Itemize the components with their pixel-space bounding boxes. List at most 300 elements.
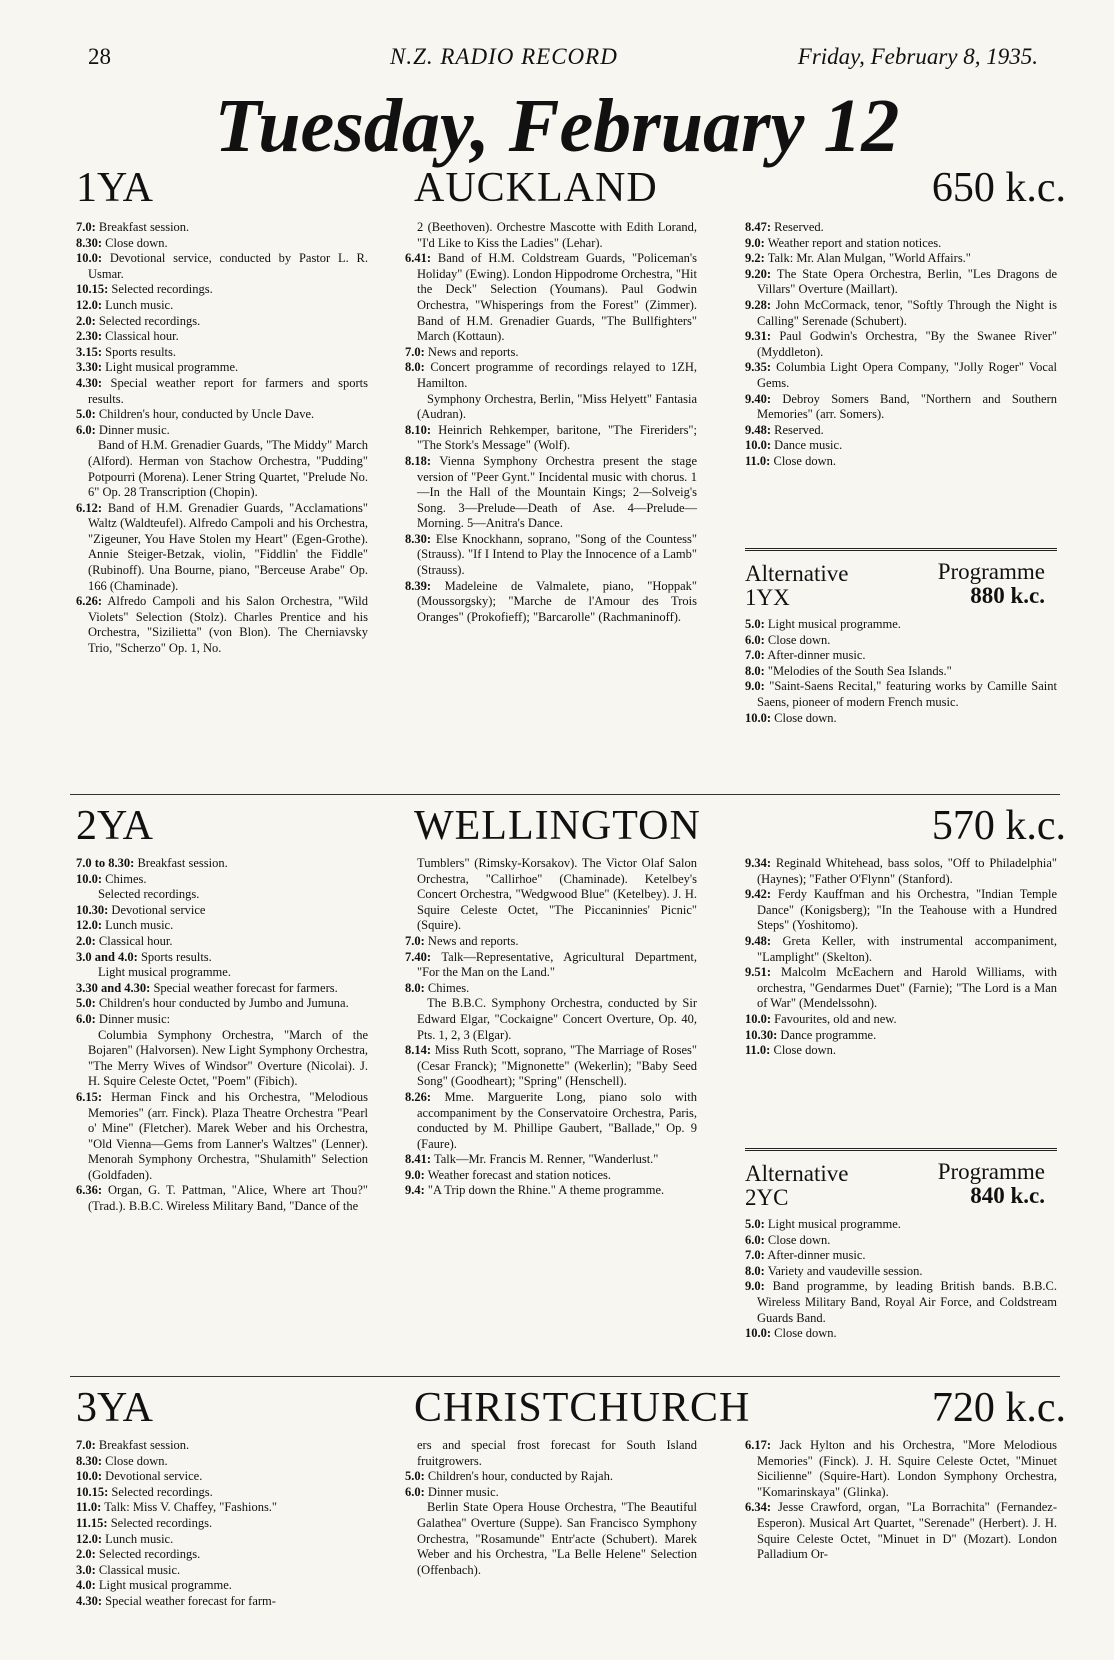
alt-title-right: Programme — [937, 1159, 1045, 1184]
station-frequency: 720 k.c. — [931, 1385, 1066, 1431]
entry-time: 7.0: — [405, 933, 425, 948]
programme-entry — [76, 856, 368, 872]
entry-text: Light musical programme. — [105, 360, 239, 375]
programme-entry — [745, 679, 1057, 710]
entry-text: Devotional service. — [105, 1469, 203, 1484]
programme-entry — [405, 1090, 697, 1152]
programme-column — [405, 220, 697, 625]
entry-time: 7.0 to 8.30: — [76, 856, 135, 870]
entry-text: "A Trip down the Rhine." A theme programme. — [427, 1183, 665, 1198]
programme-entry — [405, 1469, 697, 1485]
programme-entry — [76, 501, 368, 595]
entry-time: 9.0: — [405, 1167, 425, 1182]
entry-text: Concert programme of recordings relayed to 1ZH, Hamilton. — [417, 360, 698, 390]
entry-time: 11.0: — [745, 1043, 771, 1058]
entry-text: Children's hour, conducted by Uncle Dave. — [98, 407, 315, 422]
programme-column — [76, 1438, 368, 1610]
entry-time: 6.0: — [76, 1011, 96, 1026]
entry-text: Special weather forecast for farmers. — [153, 980, 338, 995]
entry-time: 10.0: — [745, 438, 772, 453]
entry-text: 2 (Beethoven). Orchestre Mascotte with Edith Lorand, "I'd Like to Kiss the Ladies" (Lehar). — [417, 220, 697, 250]
programme-entry — [76, 1454, 368, 1470]
programme-entry — [76, 594, 368, 656]
programme-entry — [745, 1012, 1057, 1028]
entry-text: After-dinner music. — [767, 648, 866, 663]
alt-frequency: 880 k.c. — [970, 583, 1045, 608]
programme-entry — [745, 965, 1057, 1012]
programme-entry — [745, 934, 1057, 965]
programme-entry — [76, 236, 368, 252]
entry-time: 6.12: — [76, 500, 103, 515]
entry-text: Children's hour, conducted by Rajah. — [427, 1469, 613, 1484]
programme-entry — [745, 423, 1057, 439]
programme-entry — [76, 996, 368, 1012]
entry-time: 6.0: — [405, 1484, 425, 1499]
running-header — [60, 44, 1074, 74]
entry-text: Alfredo Campoli and his Salon Orchestra, "Wild Violets" Selection (Stolz). Charles Prentice and his Orchestra, "Sizilietta" (von Blon). The Cherniavsky Trio, "Scherzo" Op. 1, No. — [88, 594, 369, 656]
entry-text: Children's hour conducted by Jumbo and Jumuna. — [98, 996, 349, 1011]
entry-time: 8.18: — [405, 453, 432, 468]
entry-text: Selected recordings. — [98, 313, 201, 328]
programme-entry — [745, 1279, 1057, 1326]
station-call: 2YA — [76, 803, 154, 849]
programme-entry — [76, 903, 368, 919]
programme-entry — [405, 423, 697, 454]
entry-text: Sports results. — [105, 344, 177, 359]
programme-entry — [76, 220, 368, 236]
station-heading-1ya — [76, 166, 1066, 210]
entry-time: 9.0: — [745, 1279, 765, 1294]
programme-entry — [745, 438, 1057, 454]
programme-entry — [76, 934, 368, 950]
entry-text: ers and special frost forecast for South Island fruitgrowers. — [417, 1438, 697, 1468]
programme-entry — [405, 1183, 697, 1199]
day-title: Tuesday, February 12 — [214, 84, 900, 168]
entry-time: 6.0: — [745, 632, 765, 647]
programme-entry — [76, 1532, 368, 1548]
programme-entry — [745, 856, 1057, 887]
entry-text: Dinner music: — [98, 1011, 171, 1026]
programme-entry — [76, 1485, 368, 1501]
entry-text: Classical music. — [98, 1562, 181, 1577]
entry-text: Band of H.M. Grenadier Guards, "The Middy" March (Alford). Herman von Stachow Orchestra, "Pudding" Potpourri (Morena). Lener String Quartet, "Prelude No. 6" Op. 28 Transcription (Chopin). — [88, 438, 368, 500]
programme-entry — [405, 1043, 697, 1090]
entry-text: Selected recordings. — [98, 1547, 201, 1562]
programme-entry — [76, 918, 368, 934]
programme-entry — [745, 1233, 1057, 1249]
station-heading-3ya — [76, 1386, 1066, 1430]
entry-time: 8.0: — [405, 980, 425, 995]
entry-text: John McCormack, tenor, "Softly Through the Night is Calling" Serenade (Schubert). — [757, 297, 1057, 328]
entry-text: Breakfast session. — [98, 220, 190, 234]
entry-time: 4.30: — [76, 1593, 103, 1608]
programme-entry — [745, 1217, 1057, 1233]
entry-text: Chimes. — [105, 871, 147, 886]
entry-text: Dance music. — [774, 438, 843, 453]
entry-time: 6.26: — [76, 594, 103, 609]
entry-time: 10.0: — [745, 1326, 772, 1341]
programme-entry — [745, 329, 1057, 360]
programme-entry — [745, 1028, 1057, 1044]
entry-text: Reserved. — [774, 422, 824, 437]
entry-text: Special weather forecast for farm- — [105, 1593, 276, 1608]
programme-entry — [745, 711, 1057, 727]
alternative-heading — [745, 1157, 1057, 1211]
entry-text: Classical hour. — [105, 329, 179, 344]
entry-time: 10.30: — [76, 902, 109, 917]
entry-time: 6.41: — [405, 251, 432, 266]
entry-time: 6.17: — [745, 1438, 772, 1452]
entry-time: 10.0: — [76, 1469, 103, 1484]
programme-entry — [76, 1469, 368, 1485]
programme-entry — [76, 329, 368, 345]
programme-entry — [405, 579, 697, 626]
entry-time: 8.30: — [76, 1453, 103, 1468]
entry-text: Reginald Whitehead, bass solos, "Off to Philadelphia" (Haynes); "Father O'Flynn" (Stanford). — [757, 856, 1057, 886]
programme-entry — [405, 950, 697, 981]
entry-text: Sports results. — [140, 949, 212, 964]
entry-text: Light musical programme. — [98, 965, 231, 980]
entry-time: 7.0: — [745, 648, 765, 663]
entry-time: 4.30: — [76, 375, 103, 390]
entry-time: 9.28: — [745, 297, 772, 312]
programme-entry — [745, 220, 1057, 236]
entry-time: 5.0: — [745, 617, 765, 631]
entry-time: 9.0: — [745, 235, 765, 250]
programme-entry — [76, 282, 368, 298]
programme-entry — [76, 887, 368, 903]
programme-entry — [76, 1012, 368, 1028]
entry-time: 8.14: — [405, 1043, 432, 1058]
entry-text: Band of H.M. Grenadier Guards, "Acclamations" Waltz (Waldteufel). Alfredo Campoli and his Orchestra, "Zigeuner, You Have Stolen my Heart" (Egen-Grothe). Annie Steiger-Betzak, violin, "Fiddlin' the Fiddle" (Rubinoff). Una Bourne, piano, "Berceuse Arabe" Op. 166 (Chaminade). — [88, 500, 368, 593]
programme-entry — [745, 887, 1057, 934]
entry-text: Light musical programme. — [98, 1578, 232, 1593]
entry-text: Close down. — [105, 235, 168, 250]
entry-time: 7.40: — [405, 949, 432, 964]
entry-text: Light musical programme. — [767, 617, 901, 631]
entry-text: Dinner music. — [98, 422, 170, 437]
entry-text: Paul Godwin's Orchestra, "By the Swanee River" (Myddleton). — [757, 329, 1057, 359]
entry-time: 9.2: — [745, 251, 765, 266]
entry-text: Malcolm McEachern and Harold Williams, with orchestra, "Gendarmes Duet" (Farnie); "The Lord is a Man of War" (Mendelssohn). — [757, 965, 1057, 1011]
entry-text: Special weather report for farmers and sports results. — [88, 375, 369, 406]
entry-time: 9.42: — [745, 887, 772, 902]
entry-time: 7.0: — [745, 1248, 765, 1263]
programme-entry — [76, 360, 368, 376]
entry-time: 12.0: — [76, 297, 103, 312]
entry-time: 9.20: — [745, 266, 772, 281]
programme-entry — [405, 345, 697, 361]
entry-text: Selected recordings. — [111, 282, 213, 297]
entry-time: 9.31: — [745, 329, 772, 344]
entry-time: 5.0: — [76, 996, 96, 1011]
entry-time: 4.0: — [76, 1578, 96, 1593]
programme-entry — [405, 1152, 697, 1168]
entry-text: Weather report and station notices. — [767, 235, 942, 250]
entry-time: 3.0: — [76, 1562, 96, 1577]
entry-text: Symphony Orchestra, Berlin, "Miss Helyett" Fantasia (Audran). — [417, 391, 697, 422]
entry-text: Favourites, old and new. — [774, 1011, 897, 1026]
alt-title-left: Alternative — [745, 561, 849, 586]
programme-entry — [405, 934, 697, 950]
entry-time: 8.0: — [745, 1263, 765, 1278]
entry-text: Talk: Miss V. Chaffey, "Fashions." — [104, 1500, 278, 1515]
programme-entry — [405, 454, 697, 532]
alternative-programme-1yx — [745, 548, 1057, 726]
entry-text: Dinner music. — [427, 1484, 499, 1499]
entry-time: 10.15: — [76, 1484, 109, 1499]
entry-text: Breakfast session. — [137, 856, 228, 870]
entry-time: 6.36: — [76, 1183, 103, 1198]
entry-text: Breakfast session. — [98, 1438, 190, 1452]
entry-time: 9.0: — [745, 679, 765, 694]
entry-time: 2.0: — [76, 933, 96, 948]
entry-time: 7.0: — [76, 220, 96, 234]
entry-text: Close down. — [767, 1232, 831, 1247]
entry-text: "Saint-Saens Recital," featuring works by Camille Saint Saens, pioneer of modern French music. — [757, 679, 1057, 709]
publication-title: N.Z. RADIO RECORD — [390, 44, 618, 69]
programme-entry — [405, 1485, 697, 1501]
entry-time: 8.47: — [745, 220, 772, 234]
entry-text: Selected recordings. — [111, 1484, 213, 1499]
entry-time: 3.30: — [76, 360, 103, 375]
alternative-programme-2yc — [745, 1148, 1057, 1342]
entry-text: Columbia Symphony Orchestra, "March of the Bojaren" (Halvorsen). New Light Symphony Orchestra, "The Merry Wives of Windsor" Overture (Nicolai). J. H. Squire Celeste Octet, "Poem" (Fibich). — [88, 1027, 368, 1089]
programme-entry — [76, 1563, 368, 1579]
programme-entry — [745, 1326, 1057, 1342]
alternative-list — [745, 1217, 1057, 1342]
station-call: 1YA — [76, 165, 154, 211]
entry-time: 5.0: — [76, 407, 96, 422]
entry-text: "Melodies of the South Sea Islands." — [767, 663, 952, 678]
station-frequency: 570 k.c. — [931, 803, 1066, 849]
programme-entry — [76, 1438, 368, 1454]
programme-entry — [76, 965, 368, 981]
programme-entry — [76, 376, 368, 407]
station-city: CHRISTCHURCH — [414, 1385, 751, 1431]
programme-entry — [405, 1438, 697, 1469]
double-rule — [745, 1148, 1057, 1157]
entry-time: 10.0: — [745, 710, 772, 725]
entry-text: Talk: Mr. Alan Mulgan, "World Affairs." — [767, 251, 971, 266]
entry-text: Herman Finck and his Orchestra, "Melodious Memories" (arr. Finck). Plaza Theatre Orchestra "Pearl o' Mine" (Fletcher). Marek Weber and his Orchestra, "Old Vienna—Gems from Lanner's Waltzes" (Lenner). Menorah Symphony Orchestra, "Shulamith" Selection (Goldfaden). — [88, 1089, 369, 1182]
entry-text: News and reports. — [427, 344, 519, 359]
programme-entry — [745, 633, 1057, 649]
entry-text: Dance programme. — [780, 1027, 877, 1042]
entry-time: 6.34: — [745, 1500, 772, 1515]
programme-entry — [76, 251, 368, 282]
entry-text: Mme. Marguerite Long, piano solo with accompaniment by the Conservatoire Orchestra, Paris, conducted by M. Phillipe Gaubert, "Ballade," Op. 9 (Faure). — [417, 1089, 698, 1151]
entry-text: Organ, G. T. Pattman, "Alice, Where art Thou?" (Trad.). B.B.C. Wireless Military Band, "Dance of the — [88, 1183, 369, 1214]
entry-text: Weather forecast and station notices. — [427, 1167, 611, 1182]
entry-time: 9.4: — [405, 1183, 425, 1198]
entry-time: 11.0: — [76, 1500, 102, 1515]
alt-title-right: Programme — [937, 559, 1045, 584]
entry-text: The State Opera Orchestra, Berlin, "Les Dragons de Villars" Overture (Maillart). — [757, 266, 1058, 297]
programme-entry — [76, 1547, 368, 1563]
alternative-heading — [745, 557, 1057, 611]
entry-text: Chimes. — [427, 980, 470, 995]
entry-text: Band of H.M. Coldstream Guards, "Policeman's Holiday" (Ewing). London Hippodrome Orchestra, "Hit the Deck" Selection (Youmans). Paul Godwin Orchestra, "Whisperings from the Forest" (Zimmer). Band of H.M. Grenadier Guards, "The Bullfighters" March (Kottaun). — [417, 251, 698, 344]
programme-entry — [745, 648, 1057, 664]
entry-time: 6.15: — [76, 1089, 103, 1104]
station-frequency: 650 k.c. — [931, 165, 1066, 211]
section-rule — [70, 1376, 1060, 1377]
entry-text: The B.B.C. Symphony Orchestra, conducted by Sir Edward Elgar, "Cockaigne" Concert Overture, Op. 40, Pts. 1, 2, 3 (Elgar). — [417, 996, 697, 1042]
entry-time: 8.0: — [405, 360, 425, 375]
programme-entry — [745, 392, 1057, 423]
entry-time: 8.41: — [405, 1152, 432, 1167]
programme-entry — [76, 1028, 368, 1090]
entry-time: 9.48: — [745, 422, 772, 437]
issue-date: Friday, February 8, 1935. — [797, 44, 1038, 69]
entry-time: 6.0: — [745, 1232, 765, 1247]
programme-entry — [745, 1264, 1057, 1280]
entry-text: Lunch music. — [105, 297, 174, 312]
programme-entry — [405, 360, 697, 391]
entry-time: 3.0 and 4.0: — [76, 949, 138, 964]
programme-entry — [405, 251, 697, 345]
programme-entry — [745, 1043, 1057, 1059]
station-call: 3YA — [76, 1385, 154, 1431]
entry-text: Tumblers" (Rimsky-Korsakov). The Victor Olaf Salon Orchestra, "Callirhoe" (Chaminade). Ketelbey's Concert Orchestra, "Wedgwood Blue" (Ketelbey). J. H. Squire Celeste Octet, "The Piccaninnies' Picnic" (Squire). — [417, 856, 697, 933]
entry-time: 11.0: — [745, 453, 771, 468]
programme-entry — [76, 438, 368, 500]
section-rule — [70, 794, 1060, 795]
programme-entry — [745, 236, 1057, 252]
alt-frequency: 840 k.c. — [970, 1183, 1045, 1208]
programme-entry — [405, 996, 697, 1043]
entry-text: Close down. — [773, 453, 836, 468]
entry-time: 11.15: — [76, 1515, 108, 1530]
programme-entry — [745, 617, 1057, 633]
programme-entry — [745, 298, 1057, 329]
entry-time: 10.15: — [76, 282, 109, 297]
programme-entry — [405, 392, 697, 423]
programme-entry — [405, 220, 697, 251]
programme-entry — [745, 1248, 1057, 1264]
entry-text: Close down. — [105, 1453, 168, 1468]
entry-time: 8.26: — [405, 1089, 432, 1104]
programme-entry — [405, 1168, 697, 1184]
entry-time: 3.15: — [76, 344, 103, 359]
entry-text: Band programme, by leading British bands. B.B.C. Wireless Military Band, Royal Air Force, and Coldstream Guards Band. — [757, 1279, 1057, 1325]
programme-entry — [405, 1500, 697, 1578]
entry-time: 10.0: — [76, 871, 103, 886]
entry-text: Jesse Crawford, organ, "La Borrachita" (Fernandez-Esperon). Musical Art Quartet, "Serenade" (Herbert). J. H. Squire Celeste Octet, "Minuet in D" (Mozart). London Palladium Or- — [757, 1500, 1057, 1562]
entry-text: Devotional service, conducted by Pastor L. R. Usmar. — [88, 251, 368, 281]
entry-time: 10.0: — [745, 1011, 772, 1026]
entry-text: Jack Hylton and his Orchestra, "More Melodious Memories" (Finck). J. H. Squire Celeste Octet, "Minuet Sicilienne" (Squire-Hart). London Symphony Orchestra, "Komarinskaya" (Glinka). — [757, 1438, 1057, 1499]
entry-time: 9.34: — [745, 856, 772, 870]
double-rule — [745, 548, 1057, 557]
entry-text: Berlin State Opera House Orchestra, "The Beautiful Galathea" Overture (Suppe). San Francisco Symphony Orchestra, "Rosamunde" Entr'acte (Schubert). Marek Weber and his Orchestra, "La Belle Helene" Selection (Offenbach). — [417, 1500, 697, 1577]
programme-column — [745, 220, 1057, 470]
programme-entry — [745, 251, 1057, 267]
entry-text: Close down. — [767, 632, 831, 647]
programme-entry — [405, 532, 697, 579]
programme-entry — [76, 1500, 368, 1516]
programme-entry — [76, 1594, 368, 1610]
alt-title-left: Alternative — [745, 1161, 849, 1186]
programme-entry — [76, 1183, 368, 1214]
entry-text: Close down. — [774, 710, 837, 725]
entry-text: Light musical programme. — [767, 1217, 901, 1231]
entry-time: 2.0: — [76, 1547, 96, 1562]
alt-call-sign: 1YX — [745, 585, 790, 610]
programme-entry — [76, 407, 368, 423]
entry-text: Columbia Light Opera Company, "Jolly Roger" Vocal Gems. — [757, 360, 1058, 390]
programme-entry — [745, 664, 1057, 680]
programme-entry — [405, 856, 697, 934]
alt-call-sign: 2YC — [745, 1185, 789, 1210]
programme-entry — [76, 314, 368, 330]
entry-text: Greta Keller, with instrumental accompaniment, "Lamplight" (Skelton). — [757, 933, 1058, 964]
entry-text: Debroy Somers Band, "Northern and Southern Memories" (arr. Somers). — [757, 391, 1057, 422]
programme-column — [405, 1438, 697, 1578]
entry-time: 8.30: — [405, 531, 432, 546]
entry-text: Lunch music. — [105, 1531, 174, 1546]
programme-entry — [405, 981, 697, 997]
entry-text: Close down. — [773, 1043, 836, 1058]
entry-text: Madeleine de Valmalete, piano, "Hoppak" (Moussorgsky); "Marche de l'Amour des Trois Oranges" (Prokofieff); "Barcarolle" (Rachmaninoff). — [417, 578, 698, 624]
programme-entry — [745, 1500, 1057, 1562]
entry-time: 2.30: — [76, 329, 103, 344]
entry-time: 2.0: — [76, 313, 96, 328]
programme-entry — [76, 423, 368, 439]
programme-entry — [745, 267, 1057, 298]
entry-text: Variety and vaudeville session. — [767, 1263, 923, 1278]
entry-text: Selected recordings. — [98, 887, 200, 902]
entry-time: 10.0: — [76, 251, 103, 266]
entry-time: 7.0: — [405, 344, 425, 359]
programme-entry — [76, 1090, 368, 1184]
entry-time: 12.0: — [76, 918, 103, 933]
entry-time: 8.30: — [76, 235, 103, 250]
programme-entry — [745, 360, 1057, 391]
programme-column — [76, 220, 368, 657]
entry-time: 5.0: — [745, 1217, 765, 1231]
entry-text: Selected recordings. — [110, 1515, 213, 1530]
entry-time: 3.30 and 4.30: — [76, 980, 151, 995]
entry-time: 6.0: — [76, 422, 96, 437]
entry-time: 5.0: — [405, 1469, 425, 1484]
entry-text: Talk—Representative, Agricultural Department, "For the Man on the Land." — [417, 949, 697, 980]
programme-column — [745, 856, 1057, 1059]
programme-column — [76, 856, 368, 1215]
programme-column — [745, 1438, 1057, 1563]
entry-time: 10.30: — [745, 1027, 778, 1042]
entry-text: Ferdy Kauffman and his Orchestra, "Indian Temple Dance" (Konigsberg); "In the Teahouse with a Hundred Steps" (Yoshitomo). — [757, 887, 1057, 933]
entry-time: 9.40: — [745, 391, 772, 406]
entry-text: Reserved. — [774, 220, 824, 234]
entry-text: Miss Ruth Scott, soprano, "The Marriage of Roses" (Cesar Franck); "Mignonette" (Wekerlin); "Baby Seed Song" (Goodheart); "Spring" (Henschell). — [417, 1043, 698, 1089]
programme-entry — [76, 950, 368, 966]
programme-entry — [76, 981, 368, 997]
programme-entry — [76, 1578, 368, 1594]
programme-column — [405, 856, 697, 1199]
entry-time: 12.0: — [76, 1531, 103, 1546]
entry-text: Heinrich Rehkemper, baritone, "The Fireriders"; "The Stork's Message" (Wolf). — [417, 422, 698, 453]
entry-text: News and reports. — [427, 933, 519, 948]
entry-text: Talk—Mr. Francis M. Renner, "Wanderlust." — [433, 1152, 659, 1167]
entry-text: Else Knockhann, soprano, "Song of the Countess" (Strauss). "If I Intend to Play the Innocence of a Lamb" (Strauss). — [417, 531, 697, 578]
programme-entry — [76, 298, 368, 314]
station-city: AUCKLAND — [414, 165, 658, 211]
entry-text: Close down. — [774, 1326, 837, 1341]
entry-time: 8.39: — [405, 578, 432, 593]
entry-time: 9.48: — [745, 933, 772, 948]
